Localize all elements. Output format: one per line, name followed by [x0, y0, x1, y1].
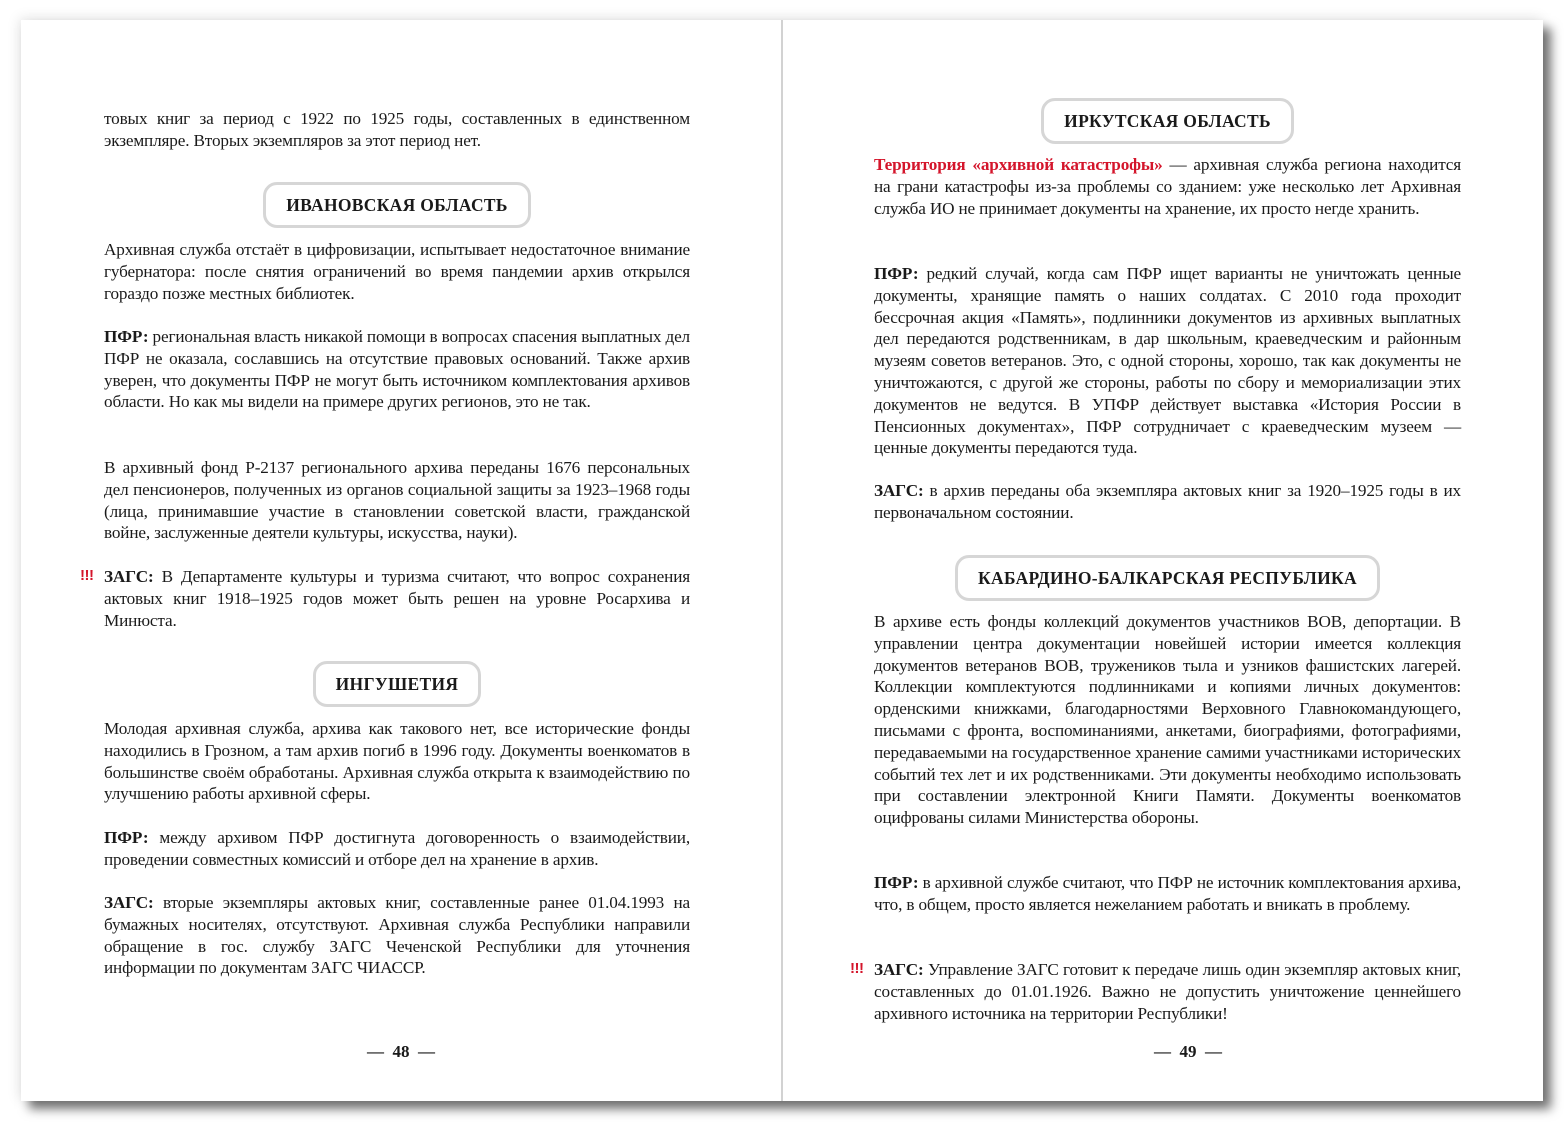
zags-text: вторые экземпляры актовых книг, составленные ранее 01.04.1993 на бумажных носителях, отсутствуют. Архивная служба Республики направили обращение в гос. службу ЗАГС Чеченской Республики для уточнения информации по документам ЗАГС ЧИАССР. [104, 893, 690, 978]
pfr-text: в архивной службе считают, что ПФР не источник комплектования архива, что, в общем, просто является нежеланием работать и вникать в проблему. [874, 873, 1461, 914]
zags-label: ЗАГС: [874, 481, 924, 500]
page-number-49: — 49 — [1154, 1042, 1222, 1061]
zags-label: ЗАГС: [104, 893, 154, 912]
pfr-text: редкий случай, когда сам ПФР ищет варианты не уничтожать ценные документы, хранящие память о наших солдатах. С 2010 года проходит бессрочная акция «Память», подлинники документов из архивных выплатных дел передаются родственникам, в дар школьным, краеведческим и районным музеям советов ветеранов. Это, с одной стороны, хорошо, так как документы не уничтожаются, с другой же стороны, работы по сбору и мемориализации этих документов не ведутся. В УПФР действует выставка «История России в Пенсионных документах», ПФР сотрудничает с краеведческим музеем — ценные документы передаются туда. [874, 264, 1461, 458]
zags-paragraph [874, 959, 1461, 1024]
zags-text: В Департаменте культуры и туризма считают, что вопрос сохранения актовых книг 1918–1925 годов может быть решен на уровне Росархива и Минюста. [104, 567, 690, 630]
pfr-label: ПФР: [104, 828, 149, 847]
pfr-paragraph [874, 872, 1461, 916]
section-title: ИНГУШЕТИЯ [313, 661, 482, 707]
warning-mark-icon: !!! [850, 960, 864, 977]
page-number-48: — 48 — [367, 1042, 435, 1061]
pfr-label: ПФР: [874, 264, 919, 283]
section-intro: В архиве есть фонды коллекций документов участников ВОВ, депортации. В управлении центра документации новейшей истории имеется коллекция документов ветеранов ВОВ, тружеников тыла и узников фашистских лагерей. Коллекции комплектуются подлинниками и копиями личных документов: орденскими книжками, благодарностями Верховного Главнокомандующего, письмами с фронта, воспоминаниями, анкетами, биографиями, фотографиями, передаваемыми на государственное хранение самими участниками исторических событий тех лет и их родственниками. Эти документы необходимо использовать при составлении электронной Книги Памяти. Документы военкоматов оцифрованы силами Министерства обороны. [874, 612, 1461, 828]
zags-text: Управление ЗАГС готовит к передаче лишь один экземпляр актовых книг, составленных до 01.01.1926. Важно не допустить уничтожение ценнейшего архивного источника на территории Республики! [874, 960, 1461, 1023]
pfr-label: ПФР: [104, 327, 149, 346]
section-intro [874, 154, 1461, 219]
section-intro: Архивная служба отстаёт в цифровизации, испытывает недостаточное внимание губернатора: после снятия ограничений во время пандемии архив открылся гораздо позже местных библиотек. [104, 240, 690, 303]
pfr-paragraph [104, 326, 690, 413]
zags-label: ЗАГС: [874, 960, 924, 979]
section-title: ИВАНОВСКАЯ ОБЛАСТЬ [263, 182, 531, 228]
intro-text: — архивная служба региона находится на грани катастрофы из-за проблемы со зданием: уже несколько лет Архивная служба ИО не принимает документы на хранение, их просто негде хранить. [874, 155, 1461, 218]
left-page [21, 20, 781, 1101]
highlight-text: Территория «архивной катастрофы» [874, 155, 1163, 174]
pfr-text: между архивом ПФР достигнута договоренность о взаимодействии, проведении совместных комиссий и отборе дел на хранение в архив. [104, 828, 690, 869]
section-header-ivanovo [104, 182, 690, 228]
section-header-irkutsk [874, 98, 1461, 144]
section-title: КАБАРДИНО-БАЛКАРСКАЯ РЕСПУБЛИКА [955, 555, 1380, 601]
continuation-paragraph: товых книг за период с 1922 по 1925 годы, составленных в единственном экземпляре. Вторых экземпляров за этот период нет. [104, 109, 690, 150]
page-number: 49 [1179, 1042, 1197, 1061]
section-header-kbr [874, 555, 1461, 601]
zags-label: ЗАГС: [104, 567, 154, 586]
warning-mark-icon: !!! [80, 567, 94, 584]
pfr-label: ПФР: [874, 873, 919, 892]
zags-text: в архив переданы оба экземпляра актовых книг за 1920–1925 годы в их первоначальном состоянии. [874, 481, 1461, 522]
pfr-paragraph [104, 827, 690, 871]
right-page [783, 20, 1543, 1101]
section-title: ИРКУТСКАЯ ОБЛАСТЬ [1041, 98, 1294, 144]
zags-paragraph [874, 480, 1461, 524]
pfr-paragraph [874, 263, 1461, 459]
section-intro: Молодая архивная служба, архива как такового нет, все исторические фонды находились в Грозном, а там архив погиб в 1996 году. Документы военкоматов в большинстве своём обработаны. Архивная служба открыта к взаимодействию по улучшению работы архивной сферы. [104, 719, 690, 804]
zags-paragraph [104, 566, 690, 631]
page-number: 48 [392, 1042, 410, 1061]
book-spread [21, 20, 1543, 1101]
zags-paragraph [104, 892, 690, 979]
pfr-text: региональная власть никакой помощи в вопросах спасения выплатных дел ПФР не оказала, сославшись на отсутствие правовых оснований. Также архив уверен, что документы ПФР не могут быть источником комплектования архивов области. Но как мы видели на примере других регионов, это не так. [104, 327, 690, 412]
section-header-ingushetia [104, 661, 690, 707]
extra-paragraph: В архивный фонд Р-2137 регионального архива переданы 1676 персональных дел пенсионеров, полученных из органов социальной защиты за 1923–1968 годы (лица, принимавшие участие в становлении советской власти, гражданской войне, заслуженные деятели культуры, искусства, науки). [104, 458, 690, 543]
